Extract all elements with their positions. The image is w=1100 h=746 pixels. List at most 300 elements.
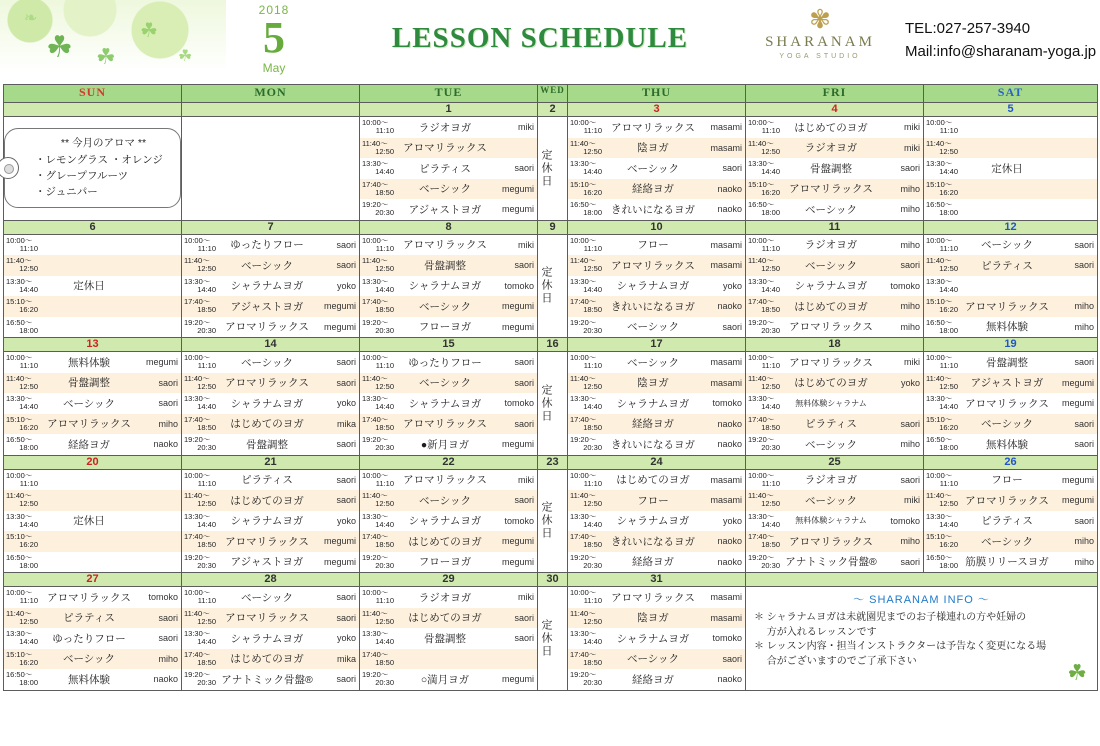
lesson-name: シャラナムヨガ xyxy=(616,632,690,645)
lesson-instructor: tomoko xyxy=(890,515,920,526)
lesson-instructor: tomoko xyxy=(712,398,742,409)
lesson-row xyxy=(182,255,359,276)
lesson-time: 10:00～ 11:10 xyxy=(184,353,216,371)
year-label: 2018 xyxy=(258,3,290,17)
lesson-name: きれいになるヨガ xyxy=(611,203,695,216)
lesson-name: フローヨガ xyxy=(418,321,472,334)
lesson-name: アジャストヨガ xyxy=(970,377,1044,390)
lesson-instructor: saori xyxy=(1074,239,1094,250)
lesson-time: 19:20～ 20:30 xyxy=(362,317,394,335)
lesson-instructor: saori xyxy=(336,439,356,450)
lesson-row xyxy=(568,179,745,200)
lesson-name: 無料体験 xyxy=(986,321,1028,334)
lesson-row xyxy=(4,414,181,435)
day-number: 30 xyxy=(538,573,568,587)
lesson-time: 19:20～ 20:30 xyxy=(362,200,394,218)
lesson-name: アロマリラックス xyxy=(965,494,1049,507)
lesson-row xyxy=(360,608,537,629)
lesson-instructor: saori xyxy=(1074,357,1094,368)
lesson-row xyxy=(4,317,181,338)
lesson-time: 17:40～ 18:50 xyxy=(362,649,394,667)
lesson-name: 経絡ヨガ xyxy=(632,673,674,686)
lesson-instructor: masami xyxy=(710,592,742,603)
lesson-row xyxy=(568,317,745,338)
lesson-instructor: mika xyxy=(336,653,356,664)
lesson-row xyxy=(360,255,537,276)
lesson-time: 11:40～ 12:50 xyxy=(6,491,38,509)
lesson-name: 無料体験 xyxy=(986,438,1028,451)
lesson-name: ベーシック xyxy=(980,535,1034,548)
lesson-name: はじめてのヨガ xyxy=(230,418,304,431)
lesson-time: 11:40～ 12:50 xyxy=(362,138,394,156)
lesson-time: 10:00～ 11:10 xyxy=(362,588,394,606)
lesson-time: 19:20～ 20:30 xyxy=(362,435,394,453)
lesson-time: 10:00～ 11:10 xyxy=(570,235,602,253)
lesson-name: アロマリラックス xyxy=(789,183,873,196)
lesson-instructor: naoko xyxy=(717,556,742,567)
day-content-row xyxy=(4,587,1098,691)
lesson-row xyxy=(746,158,923,179)
day-closed xyxy=(538,469,568,573)
lesson-row xyxy=(924,352,1097,373)
day-cell xyxy=(924,235,1097,338)
lesson-row xyxy=(182,296,359,317)
lesson-row xyxy=(568,414,745,435)
lesson-name: シャラナムヨガ xyxy=(230,280,304,293)
lesson-time: 10:00～ 11:10 xyxy=(362,118,394,136)
lesson-time: 11:40～ 12:50 xyxy=(570,138,602,156)
lesson-row xyxy=(4,393,181,414)
lesson-name: 骨盤調整 xyxy=(68,377,110,390)
lesson-instructor: miho xyxy=(158,653,178,664)
day-closed xyxy=(924,117,1098,221)
lesson-name: はじめてのヨガ xyxy=(408,535,482,548)
lesson-name: ベーシック xyxy=(240,259,294,272)
lesson-time: 11:40～ 12:50 xyxy=(570,608,602,626)
empty-cell xyxy=(182,117,360,221)
day-number: 12 xyxy=(924,220,1098,234)
lesson-instructor: megumi xyxy=(323,321,356,332)
lesson-name: 経絡ヨガ xyxy=(632,183,674,196)
lesson-instructor: megumi xyxy=(145,357,178,368)
lesson-time: 15:10～ 16:20 xyxy=(926,532,958,550)
aroma-note xyxy=(4,117,181,220)
lesson-instructor: miki xyxy=(904,122,920,133)
day-number: 17 xyxy=(568,338,746,352)
day-cell xyxy=(746,235,923,338)
weekday-fri: FRI xyxy=(746,85,924,103)
lesson-row xyxy=(4,511,181,532)
day-lessons xyxy=(182,352,360,456)
lesson-instructor: tomoko xyxy=(890,280,920,291)
day-number: 16 xyxy=(538,338,568,352)
lesson-row xyxy=(568,296,745,317)
aroma-title: ** 今月のアロマ ** xyxy=(60,137,147,150)
day-number: 2 xyxy=(538,103,568,117)
lesson-time: 11:40～ 12:50 xyxy=(6,608,38,626)
day-number-row xyxy=(4,338,1098,352)
lesson-name: ベーシック xyxy=(418,183,472,196)
day-lessons xyxy=(568,117,746,221)
lesson-row xyxy=(746,352,923,373)
lesson-time: 13:30～ 14:40 xyxy=(362,276,394,294)
day-cell xyxy=(746,352,923,455)
day-content-row xyxy=(4,352,1098,456)
lesson-instructor: saori xyxy=(336,612,356,623)
lesson-name: アロマリラックス xyxy=(225,612,309,625)
day-lessons xyxy=(4,587,182,691)
lesson-instructor: megumi xyxy=(501,556,534,567)
clover-icon: ❧ xyxy=(24,10,38,27)
day-lessons xyxy=(360,234,538,338)
lesson-row xyxy=(4,434,181,455)
lesson-row xyxy=(568,393,745,414)
day-lessons xyxy=(924,234,1098,338)
page-title: LESSON SCHEDULE xyxy=(391,22,689,54)
lesson-row xyxy=(746,199,923,220)
day-cell xyxy=(568,587,745,690)
lesson-instructor: saori xyxy=(514,163,534,174)
day-number: 19 xyxy=(924,338,1098,352)
lesson-name: ベーシック xyxy=(240,356,294,369)
lesson-instructor: naoko xyxy=(717,183,742,194)
lesson-row xyxy=(924,552,1097,573)
lesson-instructor: megumi xyxy=(323,301,356,312)
leaf-decoration xyxy=(0,0,226,84)
day-number: 5 xyxy=(924,103,1098,117)
lesson-instructor: mika xyxy=(336,418,356,429)
lesson-name: きれいになるヨガ xyxy=(611,438,695,451)
lesson-name: ベーシック xyxy=(418,377,472,390)
lotus-icon: ✾ xyxy=(809,4,831,34)
weekday-tue: TUE xyxy=(360,85,538,103)
day-number: 4 xyxy=(746,103,924,117)
lesson-name: ベーシック xyxy=(804,438,858,451)
day-number: 26 xyxy=(924,455,1098,469)
info-line: 合がございますのでご了承下さい xyxy=(754,655,917,667)
lesson-instructor: saori xyxy=(900,474,920,485)
day-content-row xyxy=(4,469,1098,573)
lesson-row xyxy=(182,587,359,608)
day-cell xyxy=(568,470,745,573)
day-content-row xyxy=(4,234,1098,338)
lesson-time: 15:10～ 16:20 xyxy=(6,414,38,432)
lesson-time: 11:40～ 12:50 xyxy=(184,491,216,509)
lesson-row xyxy=(360,352,537,373)
lesson-time: 13:30～ 14:40 xyxy=(926,276,958,294)
lesson-time: 17:40～ 18:50 xyxy=(184,532,216,550)
lesson-row xyxy=(568,158,745,179)
lesson-time: 10:00～ 11:10 xyxy=(6,588,38,606)
lesson-time: 19:20～ 20:30 xyxy=(570,435,602,453)
lesson-time: 16:50～ 18:00 xyxy=(6,435,38,453)
info-line: 方が入れるレッスンです xyxy=(754,626,877,638)
lesson-name: 骨盤調整 xyxy=(424,259,466,272)
lesson-name: シャラナムヨガ xyxy=(230,632,304,645)
lesson-row xyxy=(924,531,1097,552)
lesson-time: 13:30～ 14:40 xyxy=(926,394,958,412)
day-number: 15 xyxy=(360,338,538,352)
lesson-instructor: miho xyxy=(900,536,920,547)
lesson-time: 16:50～ 18:00 xyxy=(6,552,38,570)
lesson-row xyxy=(182,552,359,573)
lesson-name: ベーシック xyxy=(804,203,858,216)
month-block xyxy=(238,4,310,74)
logo-name: SHARANAM xyxy=(765,34,875,50)
lesson-name: ピラティス xyxy=(63,612,115,625)
lesson-instructor: saori xyxy=(336,260,356,271)
lesson-name: はじめてのヨガ xyxy=(230,653,304,666)
lesson-row xyxy=(182,608,359,629)
lesson-time: 10:00～ 11:10 xyxy=(362,353,394,371)
lesson-name: シャラナムヨガ xyxy=(408,280,482,293)
lesson-time: 11:40～ 12:50 xyxy=(748,138,780,156)
lesson-time: 10:00～ 11:10 xyxy=(926,470,958,488)
lesson-instructor: megumi xyxy=(501,321,534,332)
day-lessons xyxy=(746,117,924,221)
lesson-time: 11:40～ 12:50 xyxy=(184,256,216,274)
lesson-name: アロマリラックス xyxy=(965,397,1049,410)
lesson-name: ベーシック xyxy=(418,494,472,507)
lesson-row xyxy=(924,373,1097,394)
day-cell xyxy=(924,470,1097,573)
lesson-time: 17:40～ 18:50 xyxy=(362,532,394,550)
lesson-row xyxy=(4,628,181,649)
lesson-instructor: megumi xyxy=(1061,474,1094,485)
day-number: 24 xyxy=(568,455,746,469)
day-lessons xyxy=(746,352,924,456)
day-number: 7 xyxy=(182,220,360,234)
day-number: 29 xyxy=(360,573,538,587)
lesson-row xyxy=(182,669,359,690)
phone-number: TEL:027-257-3940 xyxy=(905,20,1031,37)
lesson-row xyxy=(182,393,359,414)
lesson-row xyxy=(924,317,1097,338)
lesson-name: シャラナムヨガ xyxy=(616,515,690,528)
closed-label: 定休日 xyxy=(73,280,105,293)
lesson-name: はじめてのヨガ xyxy=(408,612,482,625)
lesson-instructor: saori xyxy=(722,163,742,174)
day-lessons xyxy=(360,587,538,691)
lesson-row xyxy=(924,255,1097,276)
lesson-row xyxy=(924,511,1097,532)
lesson-name: アロマリラックス xyxy=(403,239,487,252)
lesson-row xyxy=(746,511,923,532)
lesson-row xyxy=(568,138,745,159)
day-closed xyxy=(538,352,568,456)
lesson-row xyxy=(746,317,923,338)
lesson-instructor: masami xyxy=(710,612,742,623)
lesson-row xyxy=(924,117,1097,138)
lesson-instructor: miho xyxy=(900,321,920,332)
lesson-row xyxy=(4,552,181,573)
studio-info-box xyxy=(746,587,1097,690)
lesson-instructor: megumi xyxy=(501,183,534,194)
lesson-time: 11:40～ 12:50 xyxy=(926,373,958,391)
lesson-name: シャラナムヨガ xyxy=(794,280,868,293)
lesson-row xyxy=(924,235,1097,256)
lesson-instructor: miho xyxy=(900,301,920,312)
day-lessons xyxy=(568,469,746,573)
lesson-time: 15:10～ 16:20 xyxy=(926,297,958,315)
day-number: 21 xyxy=(182,455,360,469)
lesson-instructor: megumi xyxy=(501,439,534,450)
lesson-row xyxy=(746,235,923,256)
lesson-name: アロマリラックス xyxy=(47,591,131,604)
day-closed xyxy=(538,234,568,338)
lesson-row xyxy=(4,531,181,552)
lesson-row xyxy=(568,117,745,138)
lesson-instructor: saori xyxy=(158,377,178,388)
lesson-time: 19:20～ 20:30 xyxy=(748,552,780,570)
lesson-time: 10:00～ 11:10 xyxy=(362,235,394,253)
lesson-name: アロマリラックス xyxy=(225,321,309,334)
lesson-name: ラジオヨガ xyxy=(804,239,858,252)
lesson-name: アロマリラックス xyxy=(611,259,695,272)
lesson-row xyxy=(182,490,359,511)
lesson-time: 16:50～ 18:00 xyxy=(926,435,958,453)
lesson-instructor: saori xyxy=(514,612,534,623)
lesson-instructor: megumi xyxy=(1061,495,1094,506)
day-cell xyxy=(4,587,181,690)
day-lessons xyxy=(182,234,360,338)
lesson-name: はじめてのヨガ xyxy=(230,494,304,507)
weekday-wed: WED xyxy=(538,85,568,103)
lesson-instructor: saori xyxy=(158,612,178,623)
lesson-time: 19:20～ 20:30 xyxy=(570,552,602,570)
lesson-time: 19:20～ 20:30 xyxy=(570,670,602,688)
lesson-time: 11:40～ 12:50 xyxy=(926,256,958,274)
clover-icon: ☘ xyxy=(1067,659,1087,685)
lesson-time: 16:50～ 18:00 xyxy=(926,200,958,218)
lesson-instructor: miki xyxy=(904,495,920,506)
lesson-time: 11:40～ 12:50 xyxy=(362,256,394,274)
lesson-row xyxy=(568,199,745,220)
lesson-name: アロマリラックス xyxy=(965,300,1049,313)
day-cell xyxy=(568,352,745,455)
lesson-instructor: saori xyxy=(158,398,178,409)
lesson-row xyxy=(360,276,537,297)
lesson-row xyxy=(568,352,745,373)
info-line: ＊ シャラナムヨガは未就園児までのお子様連れの方や妊婦の xyxy=(754,612,1027,623)
lesson-row xyxy=(568,669,745,690)
lesson-name: きれいになるヨガ xyxy=(611,300,695,313)
lesson-row xyxy=(924,138,1097,159)
lesson-time: 19:20～ 20:30 xyxy=(362,552,394,570)
aroma-cell xyxy=(4,117,182,221)
lesson-row xyxy=(360,490,537,511)
aroma-item: ・ジュニパー xyxy=(35,185,98,198)
lesson-row xyxy=(924,158,1097,179)
lesson-row xyxy=(360,317,537,338)
lesson-time: 11:40～ 12:50 xyxy=(570,256,602,274)
day-number-row xyxy=(4,573,1098,587)
weekday-mon: MON xyxy=(182,85,360,103)
closed-label: 定休日 xyxy=(540,148,552,188)
lesson-time: 10:00～ 11:10 xyxy=(748,353,780,371)
lesson-row xyxy=(924,296,1097,317)
lesson-time: 10:00～ 11:10 xyxy=(926,235,958,253)
lesson-instructor: masami xyxy=(710,495,742,506)
lesson-row xyxy=(568,552,745,573)
lesson-row xyxy=(360,531,537,552)
lesson-time: 19:20～ 20:30 xyxy=(748,435,780,453)
lesson-row xyxy=(4,587,181,608)
lesson-time: 17:40～ 18:50 xyxy=(570,297,602,315)
lesson-row xyxy=(568,255,745,276)
lesson-instructor: masami xyxy=(710,377,742,388)
lesson-instructor: yoko xyxy=(336,398,356,409)
lesson-name: ベーシック xyxy=(804,494,858,507)
lesson-instructor: miki xyxy=(904,142,920,153)
lesson-name: フローヨガ xyxy=(418,556,472,569)
lesson-name: ベーシック xyxy=(980,418,1034,431)
lesson-row xyxy=(182,373,359,394)
day-cell xyxy=(360,235,537,338)
lesson-time: 10:00～ 11:10 xyxy=(362,470,394,488)
day-cell xyxy=(182,235,359,338)
lesson-time: 10:00～ 11:10 xyxy=(748,118,780,136)
lesson-name: アナトミック骨盤® xyxy=(221,673,313,686)
contact-info xyxy=(905,18,1096,63)
lesson-name: 無料体験 xyxy=(68,356,110,369)
lesson-row xyxy=(182,276,359,297)
lesson-name: ベーシック xyxy=(626,321,680,334)
lesson-time: 13:30～ 14:40 xyxy=(570,276,602,294)
lesson-instructor: miki xyxy=(518,239,534,250)
lesson-time: 19:20～ 20:30 xyxy=(748,317,780,335)
lesson-name: ラジオヨガ xyxy=(418,121,472,134)
lesson-instructor: tomoko xyxy=(504,398,534,409)
lesson-instructor: saori xyxy=(1074,418,1094,429)
lesson-row xyxy=(924,470,1097,491)
lesson-instructor: saori xyxy=(336,592,356,603)
day-lessons xyxy=(360,352,538,456)
lesson-instructor: saori xyxy=(1074,439,1094,450)
lesson-name: ベーシック xyxy=(626,653,680,666)
lesson-instructor: tomoko xyxy=(504,515,534,526)
lesson-instructor: saori xyxy=(722,321,742,332)
lesson-instructor: saori xyxy=(514,260,534,271)
lesson-row xyxy=(360,158,537,179)
day-lessons xyxy=(4,352,182,456)
lesson-name: ベーシック xyxy=(62,653,116,666)
lesson-time: 16:50～ 18:00 xyxy=(6,317,38,335)
day-cell xyxy=(182,470,359,573)
lesson-name: アロマリラックス xyxy=(789,356,873,369)
lesson-instructor: miki xyxy=(904,357,920,368)
lesson-row xyxy=(568,531,745,552)
lesson-instructor: tomoko xyxy=(712,633,742,644)
lesson-row xyxy=(360,117,537,138)
lesson-row xyxy=(746,117,923,138)
lesson-row xyxy=(360,511,537,532)
lesson-time: 11:40～ 12:50 xyxy=(748,256,780,274)
lesson-row xyxy=(4,669,181,690)
lesson-instructor: masami xyxy=(710,122,742,133)
day-lessons xyxy=(746,234,924,338)
clover-icon: ☘ xyxy=(96,44,116,69)
day-closed xyxy=(538,587,568,691)
day-number-row xyxy=(4,103,1098,117)
page-header xyxy=(0,0,1100,84)
lesson-row xyxy=(360,179,537,200)
day-cell xyxy=(182,587,359,690)
lesson-row xyxy=(746,296,923,317)
lesson-instructor: naoko xyxy=(153,439,178,450)
lesson-name: 筋膜リリースヨガ xyxy=(965,556,1049,569)
lesson-instructor: masami xyxy=(710,357,742,368)
